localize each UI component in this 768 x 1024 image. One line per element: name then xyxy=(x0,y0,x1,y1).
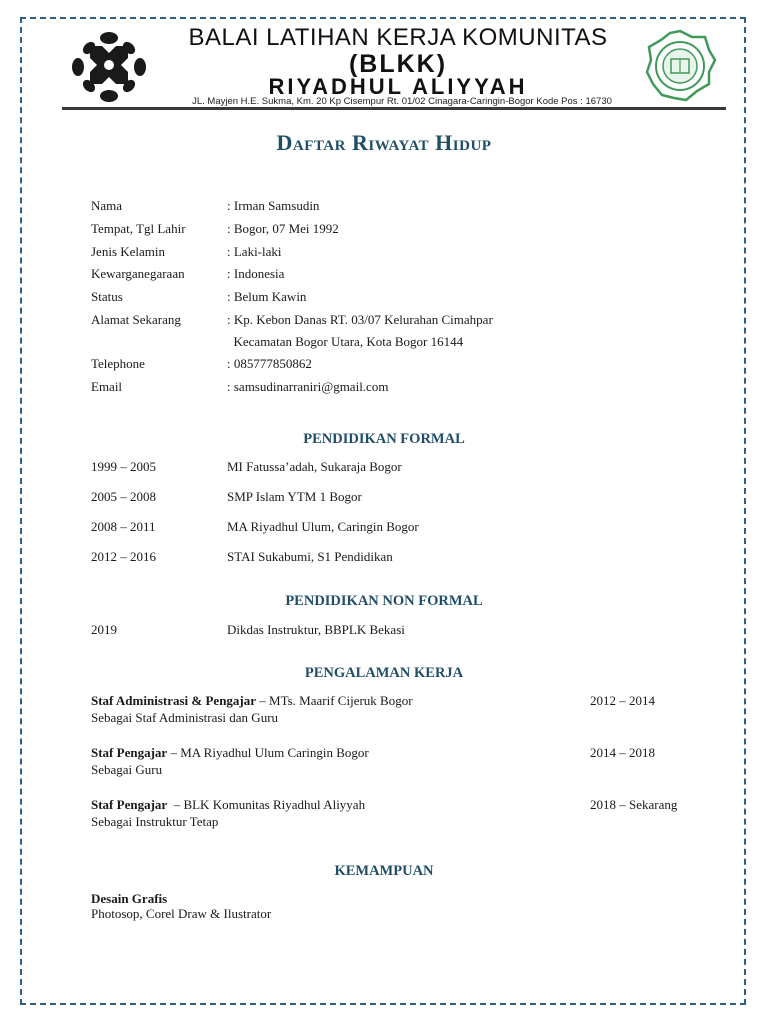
work-title-line xyxy=(91,745,369,761)
nonformal-course: Dikdas Instruktur, BBPLK Bekasi xyxy=(227,622,405,637)
document-title: Daftar Riwayat Hidup xyxy=(276,130,492,155)
section-title-nonformal-education: PENDIDIKAN NON FORMAL xyxy=(285,593,483,609)
work-place: – MTs. Maarif Cijeruk Bogor xyxy=(256,693,413,708)
work-years: 2012 – 2014 xyxy=(590,693,655,708)
page-border xyxy=(20,17,746,1005)
work-role: Sebagai Staf Administrasi dan Guru xyxy=(91,710,279,725)
education-years: 1999 – 2005 xyxy=(91,459,156,474)
skill-description: Photosop, Corel Draw & Ilustrator xyxy=(91,906,272,921)
info-value: Kecamatan Bogor Utara, Kota Bogor 16144 xyxy=(227,334,464,349)
info-value: : 085777850862 xyxy=(227,356,312,371)
info-label: Kewarganegaraan xyxy=(91,266,185,281)
education-school: MA Riyadhul Ulum, Caringin Bogor xyxy=(227,519,419,534)
education-years: 2008 – 2011 xyxy=(91,519,156,534)
info-label: Tempat, Tgl Lahir xyxy=(91,221,186,236)
education-school: SMP Islam YTM 1 Bogor xyxy=(227,489,362,504)
letterhead-underline xyxy=(62,107,726,110)
info-label: Email xyxy=(91,379,123,394)
section-title-skills: KEMAMPUAN xyxy=(334,863,434,879)
org-name-line: BALAI LATIHAN KERJA KOMUNITAS xyxy=(188,24,608,51)
education-years: 2005 – 2008 xyxy=(91,489,156,504)
section-title-work-experience: PENGALAMAN KERJA xyxy=(304,665,464,681)
info-value: : Irman Samsudin xyxy=(227,198,320,213)
education-school: MI Fatussa’adah, Sukaraja Bogor xyxy=(227,459,402,474)
work-years: 2014 – 2018 xyxy=(590,745,655,760)
work-role: Sebagai Guru xyxy=(91,762,163,777)
info-label: Nama xyxy=(91,198,123,213)
education-years: 2012 – 2016 xyxy=(91,549,156,564)
work-title-line xyxy=(91,797,365,813)
info-label: Jenis Kelamin xyxy=(91,244,166,259)
work-position: Staf Administrasi & Pengajar xyxy=(91,693,257,708)
info-value: : Indonesia xyxy=(227,266,285,281)
org-address: JL. Mayjen H.E. Sukma, Km. 20 Kp Cisempur Rt. 01/02 Cinagara-Caringin-Bogor Kode Pos : 16730 xyxy=(192,96,612,107)
work-place: – MA Riyadhul Ulum Caringin Bogor xyxy=(167,745,369,760)
work-position: Staf Pengajar xyxy=(91,745,168,760)
info-value: : Belum Kawin xyxy=(227,289,307,304)
info-value: : Bogor, 07 Mei 1992 xyxy=(227,221,339,236)
work-title-line xyxy=(91,693,413,709)
work-position: Staf Pengajar xyxy=(91,797,168,812)
section-title-formal-education: PENDIDIKAN FORMAL xyxy=(303,431,465,447)
info-label: Status xyxy=(91,289,123,304)
nonformal-year: 2019 xyxy=(91,622,117,637)
info-label: Telephone xyxy=(91,356,145,371)
info-value: : Kp. Kebon Danas RT. 03/07 Kelurahan Cimahpar xyxy=(227,312,493,327)
skill-name: Desain Grafis xyxy=(91,891,168,906)
org-branch-name: RIYADHUL ALIYYAH xyxy=(268,74,528,99)
info-value: : samsudinarraniri@gmail.com xyxy=(227,379,389,394)
institution-seal-icon xyxy=(642,28,718,104)
ministry-logo-icon xyxy=(68,28,150,106)
education-school: STAI Sukabumi, S1 Pendidikan xyxy=(227,549,393,564)
work-years: 2018 – Sekarang xyxy=(590,797,678,812)
work-place: – BLK Komunitas Riyadhul Aliyyah xyxy=(167,797,366,812)
org-acronym: (BLKK) xyxy=(348,50,448,78)
info-value: : Laki-laki xyxy=(227,244,282,259)
work-role: Sebagai Instruktur Tetap xyxy=(91,814,219,829)
letterhead-banner xyxy=(62,24,726,110)
info-label: Alamat Sekarang xyxy=(91,312,181,327)
